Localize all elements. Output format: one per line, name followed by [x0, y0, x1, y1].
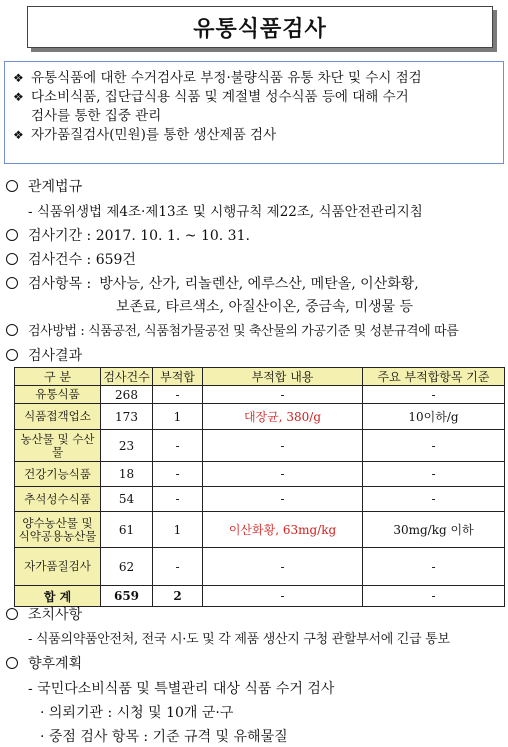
row-fail: 1	[153, 512, 203, 548]
row-count: 268	[101, 386, 153, 404]
row-content: -	[203, 487, 363, 512]
section-method	[6, 320, 458, 339]
total-count: 659	[101, 586, 153, 607]
section-result	[6, 345, 82, 365]
section-items-line1: 방사능, 산가, 리놀렌산, 에루스산, 메탄올, 이산화황,	[99, 276, 419, 292]
table-row	[15, 548, 505, 586]
row-count: 61	[101, 512, 153, 548]
row-fail: -	[153, 462, 203, 487]
section-period-text: 검사기간 : 2017. 10. 1. ~ 10. 31.	[28, 228, 250, 244]
section-plan-label: 향후계획	[28, 656, 83, 672]
section-count	[6, 249, 136, 269]
circle-bullet-icon	[6, 657, 18, 669]
table-row	[15, 430, 505, 462]
row-content: -	[203, 548, 363, 586]
plan-line: - 국민다소비식품 및 특별관리 대상 식품 수거 검사	[28, 681, 335, 697]
intro-text: 유통식품에 대한 수거검사로 부정·불량식품 유통 차단 및 수시 점검	[31, 70, 422, 86]
section-method-text: 검사방법 : 식품공전, 식품첨가물공전 및 축산물의 가공기준 및 성분규격에 따름	[28, 324, 459, 339]
circle-bullet-icon	[6, 229, 18, 241]
section-law-label: 관계법규	[28, 179, 83, 195]
section-count-text: 검사건수 : 659건	[28, 252, 136, 268]
row-fail: -	[153, 430, 203, 462]
total-standard: -	[363, 586, 505, 607]
row-standard: -	[363, 548, 505, 586]
row-count: 173	[101, 404, 153, 430]
row-count: 54	[101, 487, 153, 512]
table-row	[15, 512, 505, 548]
row-content: -	[203, 462, 363, 487]
table-header: 부적합	[153, 368, 203, 386]
diamond-bullet-icon: ❖	[13, 128, 24, 142]
row-category: 농산물 및 수산물	[15, 430, 101, 462]
result-table	[14, 367, 505, 607]
table-header: 부적합 내용	[203, 368, 363, 386]
circle-bullet-icon	[6, 349, 18, 361]
row-standard: 30mg/kg 이하	[363, 512, 505, 548]
section-result-label: 검사결과	[28, 348, 83, 364]
row-content: 대장균, 380/g	[203, 404, 363, 430]
intro-item	[13, 88, 495, 107]
row-standard: -	[363, 386, 505, 404]
intro-text: 다소비식품, 집단급식용 식품 및 계절별 성수식품 등에 대해 수거	[31, 89, 409, 105]
section-action-label: 조치사항	[28, 607, 83, 623]
section-period	[6, 225, 250, 245]
section-plan	[6, 653, 82, 673]
intro-text: 자가품질검사(민원)를 통한 생산제품 검사	[31, 127, 277, 143]
total-content: -	[203, 586, 363, 607]
row-count: 62	[101, 548, 153, 586]
circle-bullet-icon	[6, 180, 18, 192]
table-row	[15, 487, 505, 512]
table-header: 검사건수	[101, 368, 153, 386]
row-category: 건강기능식품	[15, 462, 101, 487]
intro-text-continuation: 검사를 통한 집중 관리	[31, 108, 162, 124]
intro-item	[13, 69, 495, 88]
row-content: -	[203, 386, 363, 404]
row-standard: -	[363, 487, 505, 512]
row-fail: -	[153, 548, 203, 586]
table-row	[15, 404, 505, 430]
page-title: 유통식품검사	[193, 16, 327, 42]
plan-subline: · 중점 검사 항목 : 기준 규격 및 유해물질	[40, 729, 288, 745]
circle-bullet-icon	[6, 608, 18, 620]
circle-bullet-icon	[6, 324, 18, 336]
section-items-line2: 보존료, 타르색소, 아질산이온, 중금속, 미생물 등	[116, 299, 414, 315]
diamond-bullet-icon: ❖	[13, 90, 24, 104]
row-standard: 10이하/g	[363, 404, 505, 430]
row-fail: 1	[153, 404, 203, 430]
circle-bullet-icon	[6, 253, 18, 265]
law-text: - 식품위생법 제4조·제13조 및 시행규칙 제22조, 식품안전관리지침	[28, 204, 423, 220]
total-label: 합 계	[15, 586, 101, 607]
row-category: 유통식품	[15, 386, 101, 404]
table-row	[15, 386, 505, 404]
row-fail: -	[153, 487, 203, 512]
circle-bullet-icon	[6, 277, 18, 289]
table-header: 주요 부적합항목 기준	[363, 368, 505, 386]
row-count: 18	[101, 462, 153, 487]
intro-item	[13, 126, 495, 145]
table-total-row	[15, 586, 505, 607]
section-law	[6, 176, 82, 196]
section-action	[6, 604, 82, 624]
row-standard: -	[363, 430, 505, 462]
action-text: - 식품의약품안전처, 전국 시·도 및 각 제품 생산지 구청 관할부서에 긴급 통보	[28, 632, 450, 647]
row-content: -	[203, 430, 363, 462]
table-header: 구 분	[15, 368, 101, 386]
diamond-bullet-icon: ❖	[13, 71, 24, 85]
row-standard: -	[363, 462, 505, 487]
row-category: 식품접객업소	[15, 404, 101, 430]
row-category: 추석성수식품	[15, 487, 101, 512]
row-category: 양수농산물 및 식약공용농산물	[15, 512, 101, 548]
row-category: 자가품질검사	[15, 548, 101, 586]
row-content: 이산화황, 63mg/kg	[203, 512, 363, 548]
row-count: 23	[101, 430, 153, 462]
section-items	[6, 273, 419, 293]
page-title-box	[27, 6, 493, 48]
table-row	[15, 462, 505, 487]
plan-subline: · 의뢰기관 : 시청 및 10개 군·구	[40, 705, 234, 721]
section-items-label: 검사항목 :	[28, 276, 92, 292]
row-fail: -	[153, 386, 203, 404]
intro-box	[4, 61, 504, 164]
table-header-row	[15, 368, 505, 386]
total-fail: 2	[153, 586, 203, 607]
